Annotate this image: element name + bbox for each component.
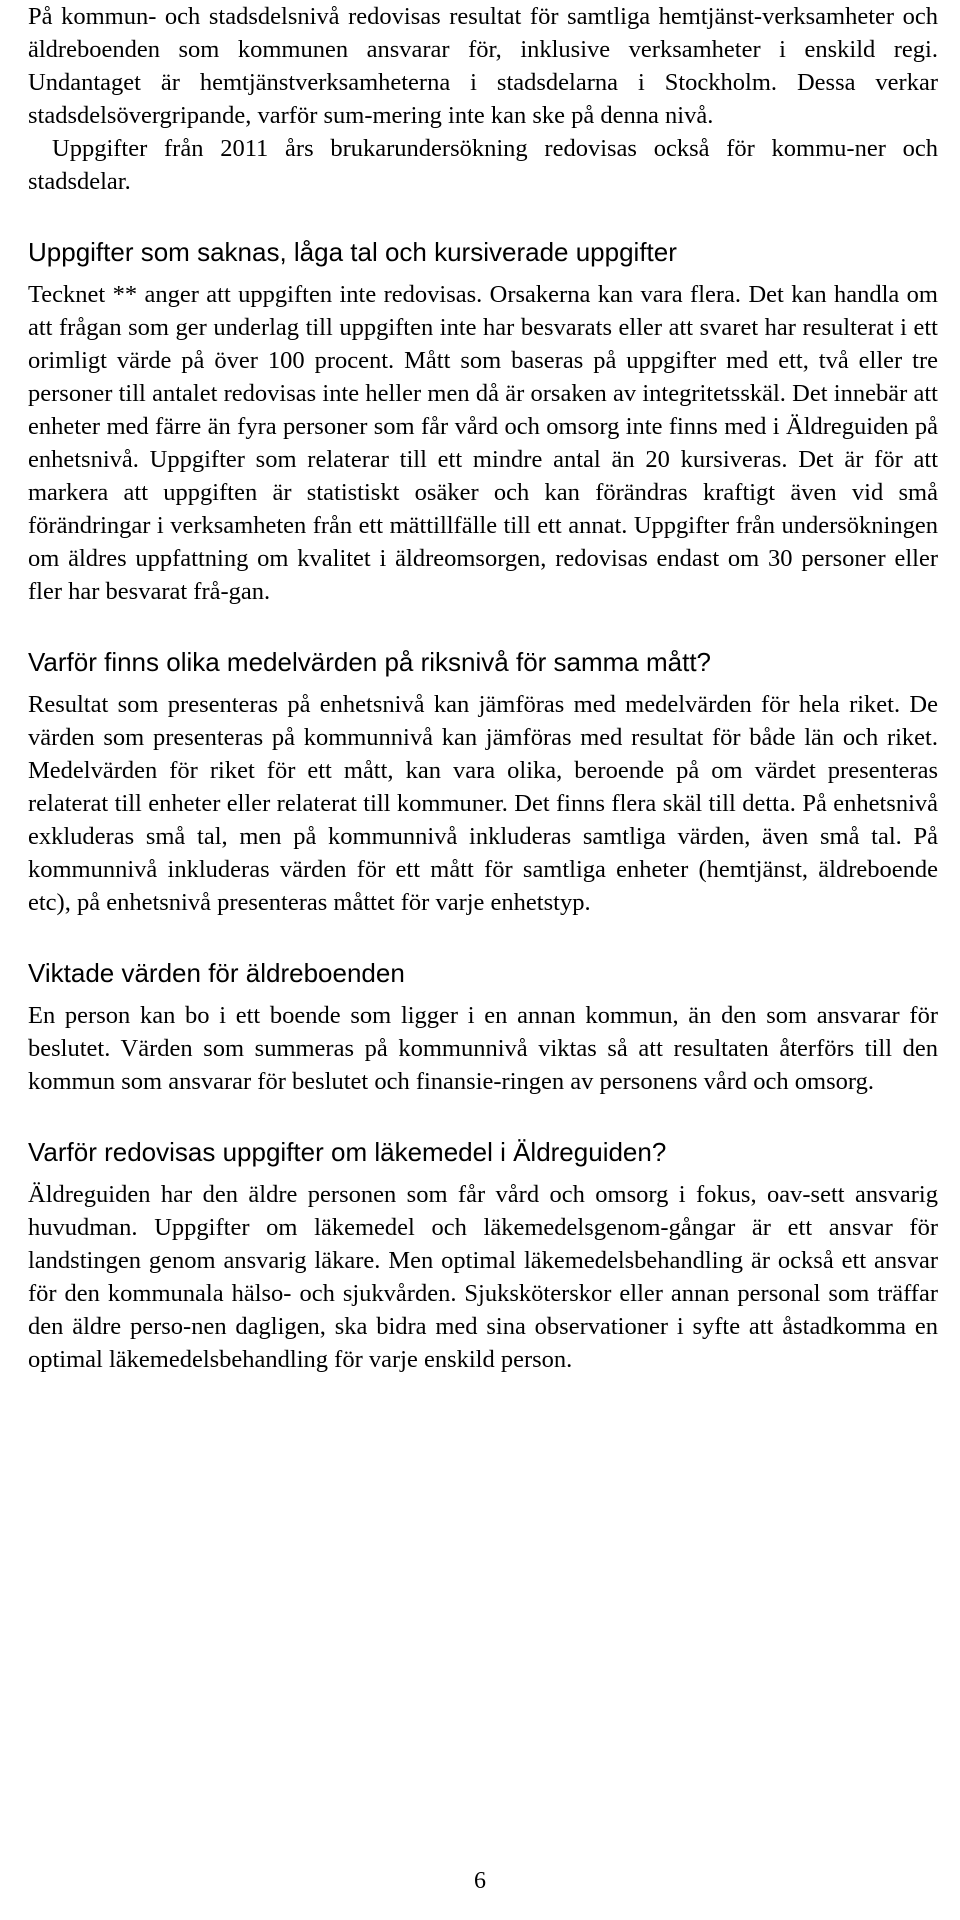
heading-missing-data: Uppgifter som saknas, låga tal och kursiverade uppgifter	[28, 237, 677, 267]
intro-paragraph-1: På kommun- och stadsdelsnivå redovisas resultat för samtliga hemtjänst-verksamheter och äldreboenden som kommunen ansvarar för, inklusive verksamheter i enskild regi. Undantaget är hemtjänstverksamheterna i stadsdelarna i Stockholm. Dessa verkar stadsdelsövergripande, varför sum-mering inte kan ske på denna nivå.	[28, 3, 938, 129]
paragraph-national-averages: Resultat som presenteras på enhetsnivå kan jämföras med medelvärden för hela riket. De värden som presenteras på kommunnivå kan jämföras med resultat för både län och riket. Medelvärden för riket för ett mått, kan vara olika, beroende på om värdet presenteras relaterat till enheter eller relaterat till kommuner. Det finns flera skäl till detta. På enhetsnivå exkluderas små tal, men på kommunnivå inkluderas samtliga värden, även små tal. På kommunnivå inkluderas värden för ett mått för samtliga enheter (hemtjänst, äldreboende etc), på enhetsnivå presenteras måttet för varje enhetstyp.	[28, 691, 938, 916]
document-page	[28, 0, 938, 1376]
paragraph-medication-info: Äldreguiden har den äldre personen som får vård och omsorg i fokus, oav-sett ansvarig huvudman. Uppgifter om läkemedel och läkemedelsgenom-gångar är ett ansvar för landstingen genom ansvarig läkare. Men optimal läkemedelsbehandling är också ett ansvar för den kommunala hälso- och sjukvården. Sjuksköterskor eller annan personal som träffar den äldre perso-nen dagligen, ska bidra med sina observationer i syfte att åstadkomma en optimal läkemedelsbehandling för varje enskild person.	[28, 1181, 938, 1373]
paragraph-missing-data: Tecknet ** anger att uppgiften inte redovisas. Orsakerna kan vara flera. Det kan handla om att frågan som ger underlag till uppgiften inte har besvarats eller att svaret har resulterat i ett orimligt värde på över 100 procent. Mått som baseras på uppgifter med ett, två eller tre personer till antalet redovisas inte heller men då är orsaken av integritetsskäl. Det innebär att enheter med färre än fyra personer som får vård och omsorg inte finns med i Äldreguiden på enhetsnivå. Uppgifter som relaterar till ett mindre antal än 20 kursiveras. Det är för att markera att uppgiften är statistiskt osäker och kan förändras kraftigt även vid små förändringar i verksamheten från ett mättillfälle till ett annat. Uppgifter från undersökningen om äldres uppfattning om kvalitet i äldreomsorgen, redovisas endast om 30 personer eller fler har besvarat frå-gan.	[28, 281, 938, 605]
page-number: 6	[474, 1868, 486, 1894]
heading-weighted-values: Viktade värden för äldreboenden	[28, 958, 405, 988]
heading-medication-info: Varför redovisas uppgifter om läkemedel i Äldreguiden?	[28, 1137, 667, 1167]
heading-national-averages: Varför finns olika medelvärden på riksnivå för samma mått?	[28, 647, 712, 677]
intro-paragraph-2: Uppgifter från 2011 års brukarundersökning redovisas också för kommu-ner och stadsdelar.	[28, 135, 938, 195]
paragraph-weighted-values: En person kan bo i ett boende som ligger i en annan kommun, än den som ansvarar för beslutet. Värden som summeras på kommunnivå viktas så att resultaten återförs till den kommun som ansvarar för beslutet och finansie-ringen av personens vård och omsorg.	[28, 1002, 938, 1095]
